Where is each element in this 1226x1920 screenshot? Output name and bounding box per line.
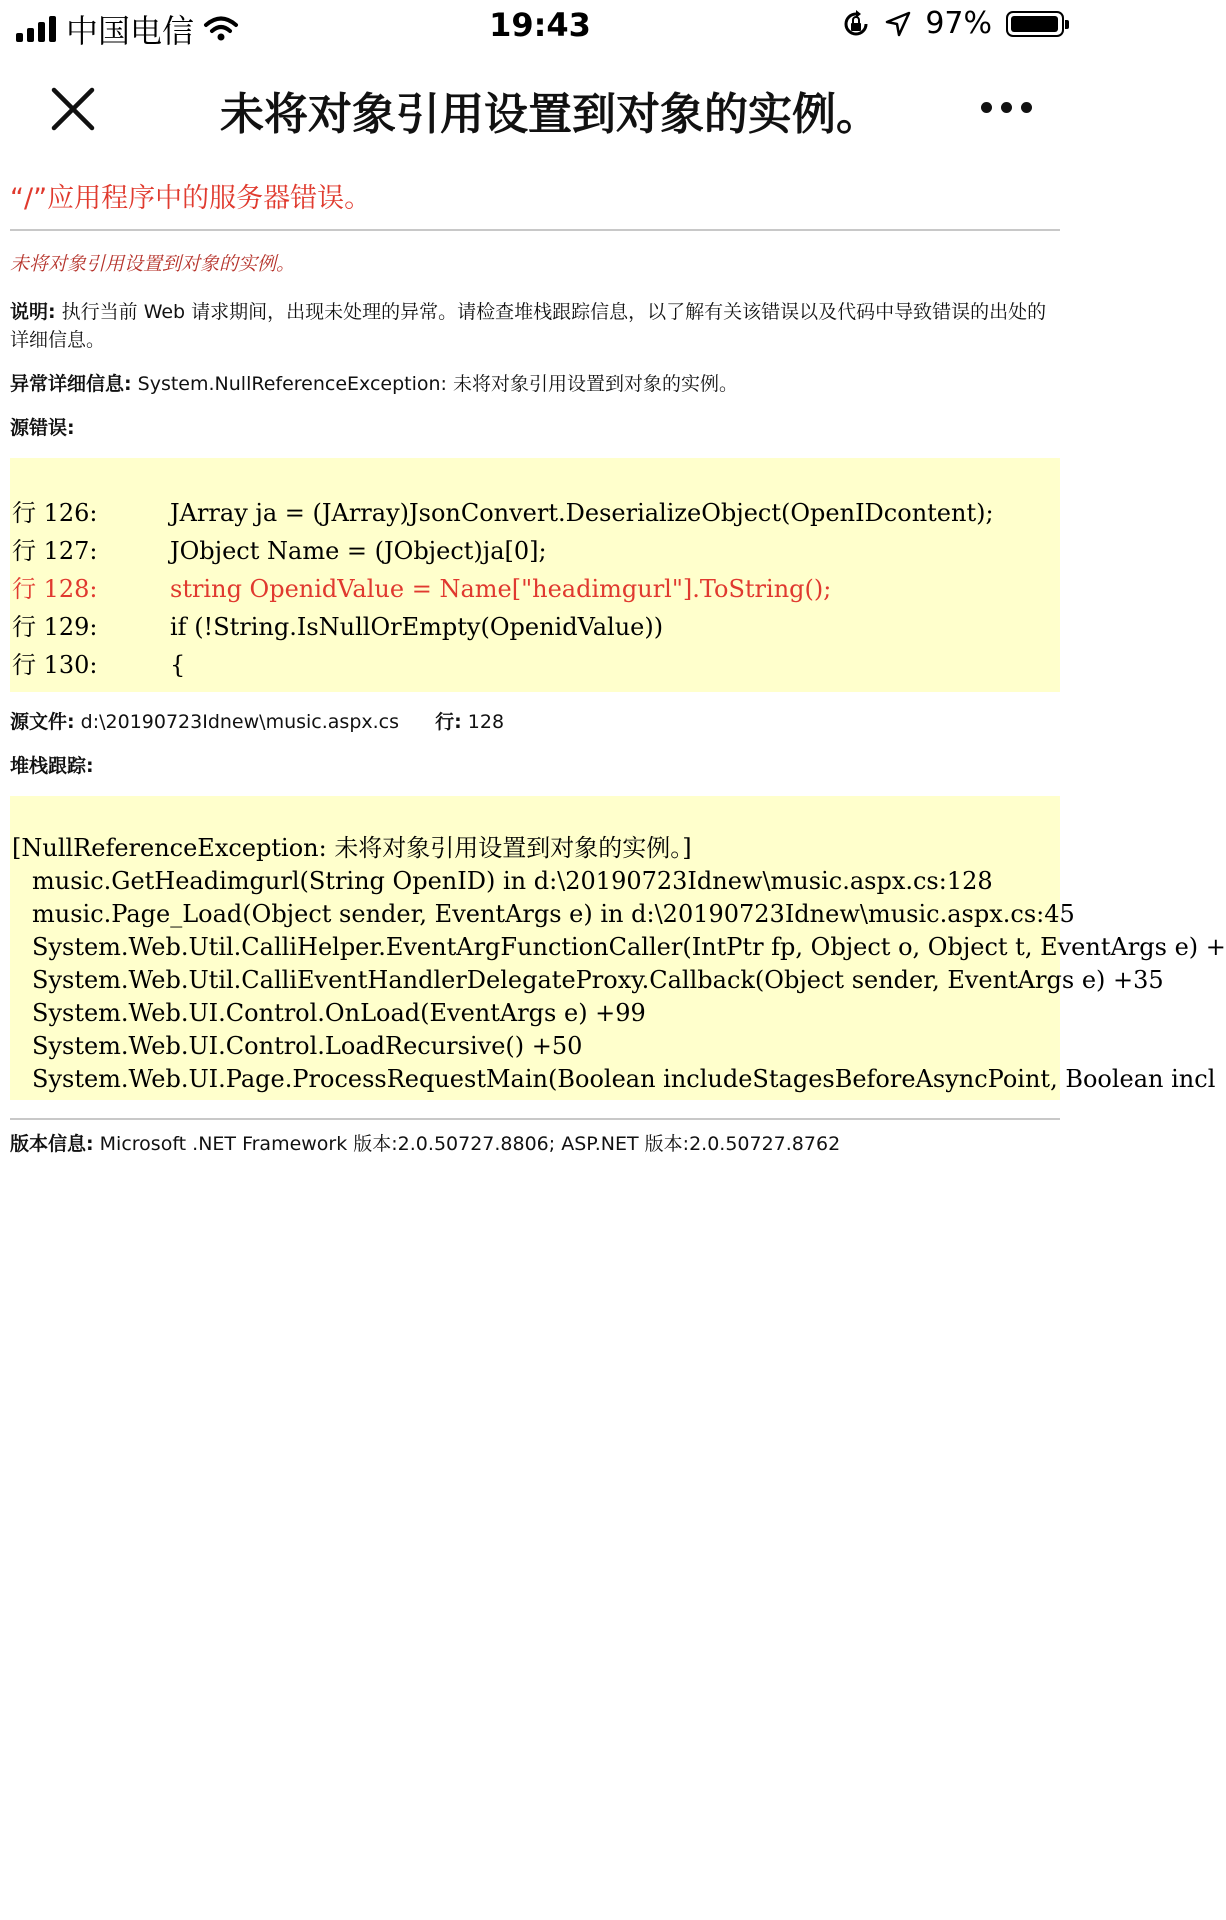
stack-line: System.Web.UI.Page.ProcessRequestMain(Boolean includeStagesBeforeAsyncPoint, Boolean incl	[32, 1065, 1216, 1093]
page-title: 未将对象引用设置到对象的实例。	[220, 89, 880, 140]
divider	[10, 1118, 1060, 1120]
stack-line: System.Web.Util.CalliEventHandlerDelegateProxy.Callback(Object sender, EventArgs e) +35	[32, 966, 1164, 994]
stack-line: music.Page_Load(Object sender, EventArgs e) in d:\20190723Idnew\music.aspx.cs:45	[32, 900, 1075, 928]
code-text: string OpenidValue = Name["headimgurl"].ToString();	[170, 575, 832, 603]
line-number: 行 126:	[12, 499, 98, 527]
orientation-lock-icon	[841, 9, 871, 39]
code-line-highlighted	[10, 570, 1060, 608]
divider	[10, 229, 1060, 231]
source-file-info	[10, 708, 1060, 736]
code-text: if (!String.IsNullOrEmpty(OpenidValue))	[170, 613, 664, 641]
status-time: 19:43	[489, 6, 591, 44]
description	[10, 298, 1060, 354]
code-line	[10, 532, 1060, 570]
error-page	[10, 176, 1226, 1174]
version-label: 版本信息:	[10, 1133, 94, 1155]
exception-label: 异常详细信息:	[10, 373, 132, 395]
code-line	[10, 494, 1060, 532]
line-number: 行 128:	[12, 575, 98, 603]
status-bar	[0, 0, 1080, 54]
server-error-heading: “/”应用程序中的服务器错误。	[10, 183, 372, 214]
line-number-value: 128	[467, 711, 505, 733]
line-number: 行 130:	[12, 651, 98, 679]
source-file-path: d:\20190723Idnew\music.aspx.cs	[80, 711, 400, 733]
stack-trace-heading	[10, 752, 1060, 780]
description-label: 说明:	[10, 301, 56, 323]
exception-details	[10, 370, 1060, 398]
code-line	[10, 608, 1060, 646]
line-number: 行 127:	[12, 537, 98, 565]
more-options-icon[interactable]	[981, 102, 1032, 113]
code-line	[10, 646, 1060, 684]
location-arrow-icon	[885, 11, 911, 37]
code-text: JArray ja = (JArray)JsonConvert.DeserializeObject(OpenIDcontent);	[170, 499, 994, 527]
source-code-block	[10, 458, 1060, 692]
source-error-label: 源错误:	[10, 417, 75, 439]
nav-bar	[0, 70, 1080, 150]
carrier-name: 中国电信	[66, 12, 195, 50]
battery-percent: 97%	[925, 6, 992, 41]
version-text: Microsoft .NET Framework 版本:2.0.50727.8806; ASP.NET 版本:2.0.50727.8762	[99, 1133, 841, 1155]
stack-line: System.Web.UI.Control.OnLoad(EventArgs e) +99	[32, 999, 646, 1027]
line-number: 行 129:	[12, 613, 98, 641]
stack-line: music.GetHeadimgurl(String OpenID) in d:\20190723Idnew\music.aspx.cs:128	[32, 867, 993, 895]
stack-trace-label: 堆栈跟踪:	[10, 755, 94, 777]
stack-line: [NullReferenceException: 未将对象引用设置到对象的实例。]	[12, 834, 692, 862]
stack-line: System.Web.UI.Control.LoadRecursive() +50	[32, 1032, 583, 1060]
status-right	[841, 6, 1064, 41]
code-text: {	[170, 651, 186, 679]
description-text: 执行当前 Web 请求期间，出现未处理的异常。请检查堆栈跟踪信息，以了解有关该错误以及代码中导致错误的出处的详细信息。	[10, 301, 1047, 351]
stack-trace-block	[10, 796, 1226, 1100]
code-text: JObject Name = (JObject)ja[0];	[170, 537, 547, 565]
error-subtitle: 未将对象引用设置到对象的实例。	[10, 253, 296, 275]
battery-icon	[1006, 11, 1064, 37]
line-label: 行:	[435, 711, 462, 733]
source-file-label: 源文件:	[10, 711, 75, 733]
close-icon[interactable]	[50, 86, 96, 132]
source-error-heading	[10, 414, 1060, 442]
version-info	[10, 1130, 1060, 1158]
exception-text: System.NullReferenceException: 未将对象引用设置到对象的实例。	[137, 373, 738, 395]
battery-level	[1011, 16, 1058, 32]
stack-line: System.Web.Util.CalliHelper.EventArgFunctionCaller(IntPtr fp, Object o, Object t, EventArgs e) +	[32, 933, 1226, 961]
